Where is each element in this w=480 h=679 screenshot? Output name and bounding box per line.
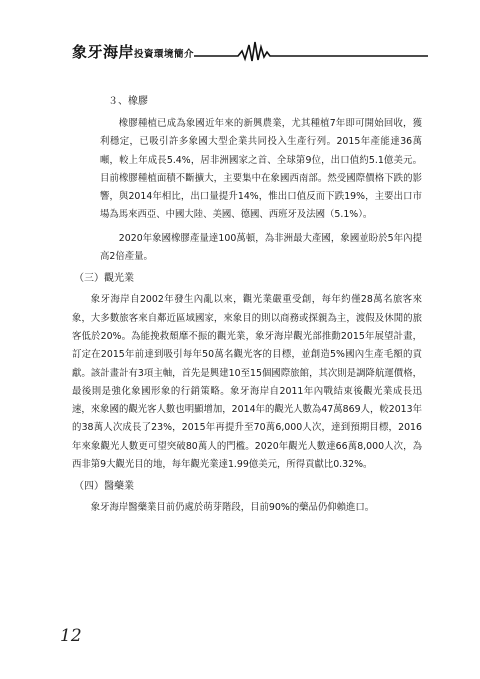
header-wave-rule: [72, 38, 428, 64]
pharma-paragraph: 象牙海岸醫藥業目前仍處於萌芽階段，目前90%的藥品仍仰賴進口。: [90, 502, 375, 514]
tourism-heading: （三）觀光業: [74, 273, 134, 285]
rubber-paragraph-1: 橡膠種植已成為象國近年來的新興農業，尤其種植7年即可開始回收，獲利穩定，已吸引許多象國大型企業共同投入生產行列。2015年產能達36萬噸，較上年成長5.4%，居非洲國家之首、全球第9位，出口值約5.1億美元。目前橡膠種植面積不斷擴大，主要集中在象國西南部。然受國際價格下跌的影響，與2014年相比，出口量提升14%，惟出口值反而下跌19%，主要出口市場為馬來西亞、中國大陸、美國、德國、西班牙及法國（5.1%）。: [100, 118, 422, 221]
header-title-main: 象牙海岸: [72, 43, 135, 61]
rubber-paragraph-2: 2020年象國橡膠產量達100萬頓，為非洲最大產國，象國並盼於5年內提高2倍產量。: [100, 232, 422, 263]
running-header: [72, 38, 428, 64]
page-number: 12: [60, 626, 82, 646]
rubber-heading: ３、橡膠: [108, 96, 148, 107]
header-title-sub: 投資環境簡介: [134, 49, 195, 60]
pharma-heading: （四）醫藥業: [74, 481, 134, 493]
main-content: [72, 94, 422, 523]
tourism-paragraph: 象牙海岸自2002年發生內亂以來，觀光業嚴重受創，每年約僅28萬名旅客來象，大多數旅客來自鄰近區域國家，來象目的則以商務或探親為主，渡假及休閒的旅客低於20%。為能挽救頹靡不振的觀光業，象牙海岸觀光部推動2015年展望計畫，訂定在2015年前達到吸引每年50萬名觀光客的目標，並創造5%國內生產毛額的貢獻。該計畫計有3項主軸，首先是興建10至15個國際旅館，其次則是調降航運價格，最後則是強化象國形象的行銷策略。象牙海岸自2011年內戰結束後觀光業成長迅速，來象國的觀光客人數也明顯增加，2014年的觀光人數為47萬869人，較2013年的38萬人次成長了23%，2015年再提升至70萬6,000人次，達到預期目標，2016年來象觀光人數更可望突破80萬人的門檻。2020年觀光人數達66萬8,000人次，為西非第9大觀光目的地，每年觀光業達1.99億美元，所得貢獻比0.32%。: [72, 294, 422, 471]
